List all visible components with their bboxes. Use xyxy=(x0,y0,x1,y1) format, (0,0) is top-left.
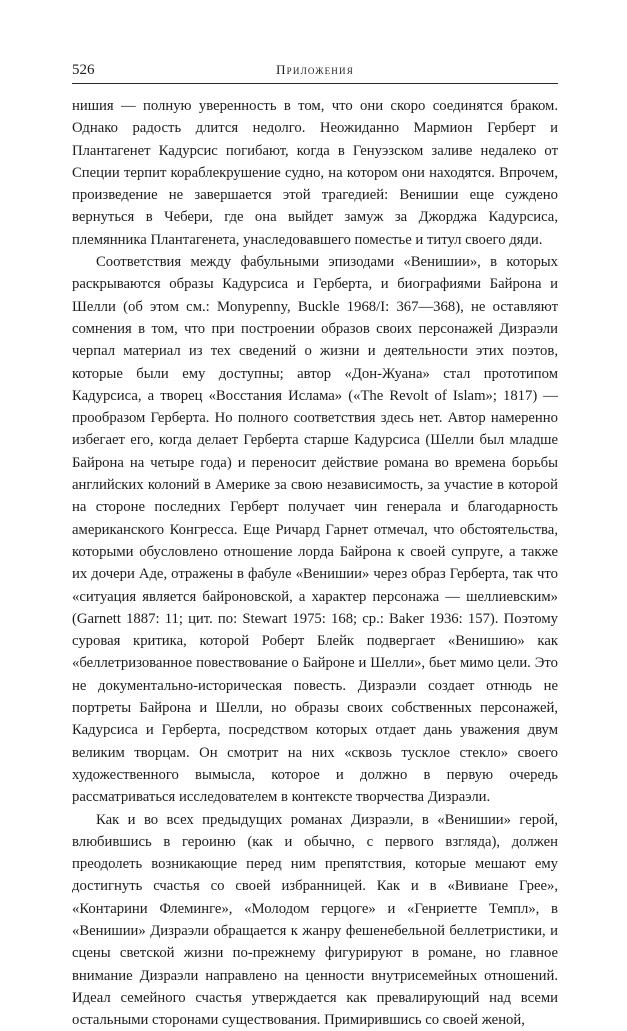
header-rule xyxy=(72,83,558,84)
text-body xyxy=(72,95,558,1031)
page-number: 526 xyxy=(72,61,95,79)
paragraph-1: нишия — полную уверенность в том, что они скоро соединятся браком. Однако радость длится недолго. Неожиданно Мармион Герберт и Плантагенет Кадурсис погибают, когда в Генуэзском заливе недалеко от Специи терпит кораблекрушение судно, на котором они находятся. Впрочем, произведение не завершается этой трагедией: Венишии еще суждено вернуться в Чебери, где она выйдет замуж за Джорджа Кадурсиса, племянника Плантагенета, унаследовавшего поместье и титул своего дяди. xyxy=(72,95,558,251)
running-title: Приложения xyxy=(72,62,558,78)
page-header xyxy=(72,61,558,81)
paragraph-3: Как и во всех предыдущих романах Дизраэли, в «Венишии» герой, влюбившись в героиню (как и обычно, с первого взгляда), должен преодолеть возникающие перед ним препятствия, которые мешают ему достигнуть счастья со своей избранницей. Как и в «Вивиане Грее», «Контарини Флеминге», «Молодом герцоге» и «Генриетте Темпл», в «Венишии» Дизраэли обращается к жанру фешенебельной беллетристики, и сцены светской жизни по-прежнему фигурируют в романе, но главное внимание Дизраэли направлено на ценности внутрисемейных отношений. Идеал семейного счастья утверждается как превалирующий над всеми остальными сторонами существования. Примирившись со своей женой, xyxy=(72,809,558,1031)
paragraph-2: Соответствия между фабульными эпизодами «Венишии», в которых раскрываются образы Кадурсиса и Герберта, и биографиями Байрона и Шелли (об этом см.: Monypenny, Buckle 1968/I: 367—368), не оставляют сомнения в том, что при построении образов своих персонажей Дизраэли черпал материал из тех сведений о жизни и деятельности этих поэтов, которые были ему доступны; автор «Дон-Жуана» стал прототипом Кадурсиса, а творец «Восстания Ислама» («The Revolt of Islam»; 1817) — прообразом Герберта. Но полного соответствия здесь нет. Автор намеренно избегает его, когда делает Герберта старше Кадурсиса (Шелли был младше Байрона на четыре года) и переносит действие романа во времена борьбы английских колоний в Америке за свою независимость, за участие в которой на стороне последних Герберт получает чин генерала и благодарность американского Конгресса. Еще Ричард Гарнет отмечал, что обстоятельства, которыми обусловлено отношение лорда Байрона к своей супруге, а также их дочери Аде, отражены в фабуле «Венишии» через образ Герберта, так что «ситуация является байроновской, а характер персонажа — шеллиевским» (Garnett 1887: 11; цит. по: Stewart 1975: 168; ср.: Baker 1936: 157). Поэтому суровая критика, которой Роберт Блейк подвергает «Венишию» как «беллетризованное повествование о Байроне и Шелли», бьет мимо цели. Это не документально-историческая повесть. Дизраэли создает отнюдь не портреты Байрона и Шелли, но образы своих собственных персонажей, Кадурсиса и Герберта, посредством которых отдает дань уважения двум великим творцам. Он смотрит на них «сквозь тусклое стекло» своего художественного вымысла, которое и должно в первую очередь рассматриваться исследователем в контексте творчества Дизраэли. xyxy=(72,251,558,808)
